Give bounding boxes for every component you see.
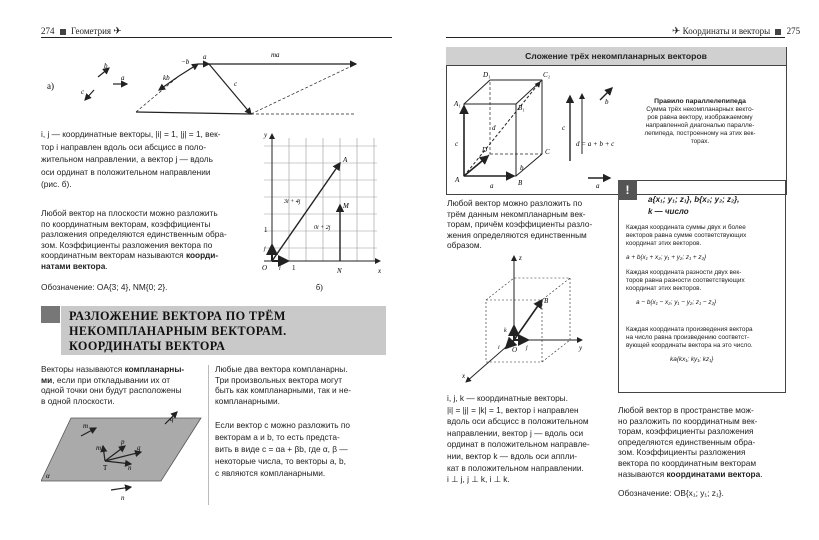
notation-line: Обозначение: OA{3; 4}, NM{0; 2}. <box>41 282 168 292</box>
text-line: Каждая координата произведения вектора <box>626 326 753 333</box>
text-line: жительном направлении, а вектор j — вдоль <box>41 154 213 165</box>
svg-text:1: 1 <box>264 226 268 234</box>
svg-text:i: i <box>498 345 500 351</box>
svg-text:a: a <box>596 182 600 190</box>
text-line: кат в положительном направлении. <box>447 462 584 473</box>
svg-text:ma: ma <box>271 51 280 59</box>
text-line: в одной плоскости. <box>41 395 115 406</box>
vector-c-chain <box>209 64 251 114</box>
svg-text:1: 1 <box>292 264 296 272</box>
header-square-icon <box>775 29 781 35</box>
section-title-line: КООРДИНАТЫ ВЕКТОРА <box>69 339 226 353</box>
right-header <box>672 26 800 37</box>
text-line: вующей координаты вектора на это число. <box>626 342 753 349</box>
three-vectors-paragraph <box>447 198 607 251</box>
text-line: торов равна разности соответствующих <box>626 277 745 284</box>
svg-text:y: y <box>579 344 583 352</box>
svg-text:c: c <box>234 80 238 88</box>
svg-text:i: i <box>279 266 281 272</box>
text-line: компланарными. <box>215 395 280 406</box>
svg-text:j: j <box>264 246 266 252</box>
svg-text:b: b <box>605 98 609 106</box>
svg-text:α: α <box>46 472 50 480</box>
svg-text:q: q <box>137 444 141 452</box>
svg-text:x: x <box>462 372 466 380</box>
figure-a-label: а) <box>47 81 54 91</box>
svg-text:A₁: A₁ <box>454 100 461 108</box>
text-line: разложения определяются единственным обра- <box>41 229 227 240</box>
svg-text:A: A <box>455 176 460 184</box>
text-line: ров равна вектору, изображаемому <box>647 114 753 121</box>
two-vectors-paragraph <box>215 364 387 406</box>
compass-icon: ✈ <box>113 26 122 37</box>
text-line: Каждая координата разности двух век- <box>626 269 742 276</box>
svg-text:kb: kb <box>163 74 170 82</box>
text-line: натами вектора. <box>41 260 108 271</box>
text-line: Сумма трёх некомпланарных векто- <box>646 106 754 113</box>
figure-a-vectors <box>41 42 386 127</box>
svg-text:C₁: C₁ <box>543 71 551 79</box>
text-line: Любой вектор в пространстве мож- <box>618 405 754 415</box>
formula-text: d = a + b + c <box>576 140 615 148</box>
page-number-right: 275 <box>786 26 801 36</box>
text-line: направленной диагональю паралле- <box>645 122 755 129</box>
text-line: координатным векторам называются коорди- <box>41 250 219 261</box>
svg-text:q: q <box>170 415 174 423</box>
text-line: на число равна произведению соответст- <box>626 334 750 341</box>
text-line: торах. <box>690 138 710 145</box>
text-line: но разложить по координатным век- <box>618 415 758 426</box>
space-decomposition-paragraph <box>618 405 784 499</box>
text-line: Любые два вектора компланарны. <box>215 364 348 374</box>
text-line: ординат в положительном направле- <box>447 439 590 450</box>
rule-title: Правило параллелепипеда <box>654 98 746 105</box>
text-line: Любой вектор можно разложить по <box>447 198 583 208</box>
svg-text:p: p <box>121 438 125 446</box>
dashed-parallelogram-side <box>136 76 179 112</box>
text-line: быть как компланарными, так и не- <box>215 385 351 396</box>
svg-text:A: A <box>343 156 348 164</box>
text-line: ми, если при откладывании их от <box>41 374 171 385</box>
section-marker-square <box>41 306 60 323</box>
svg-text:D₁: D₁ <box>483 71 491 79</box>
vector-OB <box>514 300 542 340</box>
svg-text:C: C <box>545 148 550 156</box>
text-line: векторов равна сумме соответствующих <box>626 232 747 239</box>
svg-text:0i + 2j: 0i + 2j <box>314 225 331 231</box>
svg-text:b: b <box>104 62 108 70</box>
sum-vector-line <box>136 112 251 114</box>
formula-product: ka{kx₁; ky₁; kz₁} <box>670 356 714 363</box>
text-line: Каждая координата суммы двух и более <box>626 224 746 231</box>
svg-text:n: n <box>121 494 125 502</box>
section-heading-block <box>61 306 386 355</box>
dashed-parallelogram-side <box>251 64 356 114</box>
text-line: зом. Коэффициенты разложения <box>618 447 746 458</box>
svg-text:z: z <box>519 254 522 262</box>
svg-text:a: a <box>203 53 207 61</box>
parallelepiped-rule <box>618 98 782 146</box>
text-line: по координатным векторам, коэффициенты <box>41 218 211 229</box>
figure-b-label: б) <box>316 283 323 292</box>
text-line: вектора по координатным векторам <box>618 457 757 468</box>
svg-text:B: B <box>518 179 523 187</box>
text-line: Если вектор c можно разложить по <box>215 420 351 430</box>
page-number-left: 274 <box>41 26 55 36</box>
text-line: a{x₁; y₁; z₁}, b{x₂; y₂; z₂}, <box>648 195 740 204</box>
text-line: трём данным некомпланарным век- <box>447 208 586 219</box>
figure-b-coordinate-plane <box>252 128 387 296</box>
svg-text:c: c <box>81 88 85 96</box>
header-rule-left <box>41 37 392 38</box>
compass-icon: ✈ <box>672 26 681 37</box>
text-line: Векторы называются компланарны- <box>41 364 185 374</box>
coordinate-vectors-3d-paragraph <box>447 393 612 486</box>
svg-text:a: a <box>121 74 125 82</box>
section-title-line: НЕКОМПЛАНАРНЫМ ВЕКТОРАМ. <box>69 324 287 338</box>
svg-text:k: k <box>504 328 507 334</box>
text-line: координат этих векторов. <box>626 285 702 292</box>
svg-text:x: x <box>378 267 382 275</box>
coords-box-head <box>648 194 739 218</box>
text-line: вить в виде c = αa + βb, где α, β — <box>215 444 348 454</box>
text-line: i, j — координатные векторы, |i| = 1, |j| = 1, век- <box>41 129 221 139</box>
formula-difference: a − b{x₁ − x₂; y₁ − y₂; z₁ − z₂} <box>636 299 717 306</box>
header-rule-right <box>446 37 785 38</box>
text-line: оси ординат в положительном направлении <box>41 166 211 177</box>
svg-text:a: a <box>490 182 494 190</box>
svg-text:c: c <box>562 124 566 132</box>
decomposition-paragraph <box>41 208 246 272</box>
text-line: направлении, вектор j — вдоль оси <box>447 427 584 438</box>
text-line: образом. <box>447 240 482 251</box>
left-header-title: Геометрия <box>71 26 112 36</box>
text-line: некоторые числа, то векторы a, b, <box>215 456 346 466</box>
text-line: нии, вектор k — вдоль оси аппли- <box>447 450 578 461</box>
text-line: торам, причём коэффициенты разло- <box>447 219 593 230</box>
text-line: Три произвольных вектора могут <box>215 374 343 385</box>
vector-d-diagonal <box>464 82 540 176</box>
text-line: i ⊥ j, j ⊥ k, i ⊥ k. <box>447 474 510 485</box>
text-line: тор i направлен вдоль оси абсцисс в поло- <box>41 141 206 152</box>
svg-text:y: y <box>264 131 268 139</box>
coords-rule-difference <box>626 269 782 307</box>
text-line: вдоль оси абсцисс в положительном <box>447 416 589 427</box>
exclamation-icon: ! <box>618 180 637 200</box>
svg-text:D: D <box>482 146 488 154</box>
notation-3d: Обозначение: OB{x₁; y₁; z₁}. <box>618 488 724 499</box>
column-divider <box>208 365 209 505</box>
text-line: k — число <box>648 207 689 216</box>
text-line: определяются единственным обра- <box>618 436 756 447</box>
text-line: одной точки они будут расположены <box>41 385 182 396</box>
svg-text:N: N <box>337 267 342 275</box>
header-square-icon <box>60 29 66 35</box>
text-line: лепипеда, построенному на этих век- <box>644 130 756 137</box>
svg-text:m: m <box>83 422 89 430</box>
right-header-title: Координаты и векторы <box>682 26 771 36</box>
svg-text:O: O <box>262 264 268 272</box>
section-title-line: РАЗЛОЖЕНИЕ ВЕКТОРА ПО ТРЁМ <box>69 309 286 323</box>
coordinate-vectors-paragraph <box>41 129 251 190</box>
svg-text:m: m <box>96 444 102 452</box>
coords-rule-product <box>626 326 782 364</box>
vector-c-small <box>85 90 94 100</box>
svg-text:3i + 4j: 3i + 4j <box>284 199 301 205</box>
svg-text:T: T <box>103 464 108 472</box>
figure-3d-axes <box>446 252 606 388</box>
coords-rule-sum <box>626 224 782 262</box>
svg-text:−b: −b <box>181 58 190 66</box>
text-line: c являются компланарными. <box>215 468 326 478</box>
svg-text:M: M <box>343 202 349 210</box>
svg-text:d: d <box>492 124 496 132</box>
text-line: координат этих векторов. <box>626 240 702 247</box>
coplanar-decomposition-paragraph <box>215 419 387 479</box>
text-line: (рис. б). <box>41 179 72 190</box>
svg-text:b: b <box>520 164 524 172</box>
text-line: Любой вектор на плоскости можно разложить <box>41 208 218 218</box>
text-line: зом. Коэффициенты разложения вектора по <box>41 239 213 250</box>
svg-text:n: n <box>128 464 132 472</box>
text-line: i, j, k — координатные векторы. <box>447 393 568 403</box>
addition-box-title: Сложение трёх некомпланарных векторов <box>446 47 786 66</box>
svg-text:B: B <box>544 297 549 305</box>
figure-coplanar-plane <box>41 408 206 508</box>
text-line: |i| = |j| = |k| = 1, вектор i направлен <box>447 404 579 415</box>
text-line: называются координатами вектора. <box>618 468 763 479</box>
vector-b-edge <box>464 156 488 176</box>
svg-text:c: c <box>455 140 459 148</box>
svg-text:O: O <box>512 346 518 354</box>
formula-sum: a + b{x₁ + x₂; y₁ + y₂; z₁ + z₂} <box>626 254 707 261</box>
left-header <box>41 26 122 37</box>
coplanar-definition <box>41 364 203 406</box>
text-line: векторам a и b, то есть предста- <box>215 432 340 442</box>
svg-text:j: j <box>526 345 528 351</box>
text-line: торам, коэффициенты разложения <box>618 426 754 437</box>
text-line: жения определяются единственным <box>447 229 587 240</box>
svg-text:B₁: B₁ <box>518 104 525 112</box>
